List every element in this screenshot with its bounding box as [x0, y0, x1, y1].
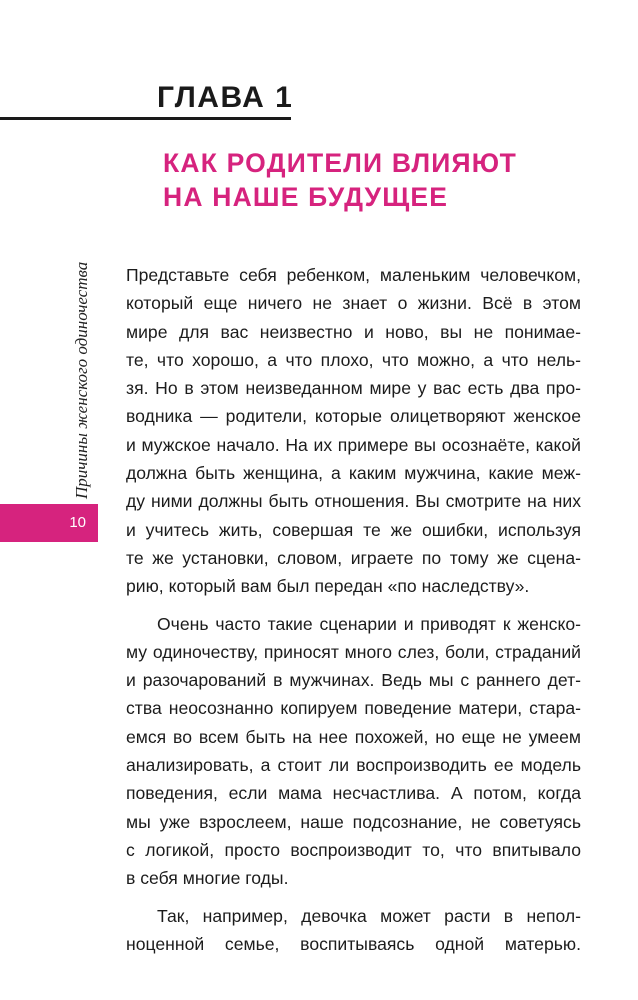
paragraph-3 — [126, 902, 581, 959]
text-line: с логикой, просто воспроизводит то, что впитывало — [126, 839, 581, 860]
text-line: Представьте себя ребенком, маленьким человечком, — [126, 265, 581, 285]
text-line: ду ними должны быть отношения. Вы смотрите на них — [126, 491, 581, 512]
chapter-title-line-2: НА НАШЕ БУДУЩЕЕ — [163, 182, 449, 212]
chapter-rule — [0, 117, 291, 120]
text-line: который еще ничего не знает о жизни. Всё в этом — [126, 293, 581, 314]
text-line: мире для вас неизвестно и ново, вы не понимае- — [126, 321, 581, 342]
chapter-title — [163, 146, 603, 214]
page-number-tab — [0, 504, 98, 542]
paragraph-gap — [126, 601, 581, 610]
text-line: зя. Но в этом неизведанном мире у вас есть два про- — [126, 378, 581, 399]
chapter-label: ГЛАВА 1 — [157, 81, 294, 114]
text-line: должна быть женщина, а каким мужчина, какие меж- — [126, 463, 581, 484]
text-line: и учитесь жить, совершая те же ошибки, используя — [126, 519, 581, 540]
text-line: рию, который вам был передан «по наследству». — [126, 576, 530, 597]
text-line: в себя многие годы. — [126, 868, 289, 889]
body-text — [126, 261, 581, 958]
text-line: емся во всем быть на нее похожей, но еще не умеем — [126, 726, 581, 747]
text-line: ства неосознанно копируем поведение матери, стара- — [126, 698, 581, 719]
text-line: поведения, если мама несчастлива. А потом, когда — [126, 783, 581, 804]
page-number: 10 — [69, 514, 86, 531]
paragraph-1 — [126, 261, 581, 601]
text-line: те же установки, словом, играете по тому же сцена- — [126, 547, 581, 568]
text-line: и разочарований в мужчинах. Ведь мы с раннего дет- — [126, 670, 581, 691]
chapter-title-line-1: КАК РОДИТЕЛИ ВЛИЯЮТ — [163, 148, 518, 178]
text-line: те, что хорошо, а что плохо, что можно, а что нель- — [126, 349, 581, 370]
text-line: водника — родители, которые олицетворяют женское — [126, 406, 581, 427]
text-line: мы уже взрослеем, наше подсознание, не советуясь — [126, 811, 581, 832]
text-line: Так, например, девочка может расти в непол- — [157, 905, 581, 926]
text-line: Очень часто такие сценарии и приводят к женско- — [157, 613, 581, 634]
text-line: и мужское начало. На их примере вы осознаёте, какой — [126, 434, 581, 455]
paragraph-2 — [126, 610, 581, 893]
paragraph-gap — [126, 893, 581, 902]
text-line: анализировать, а стоит ли воспроизводить ее модель — [126, 755, 581, 776]
text-line: ноценной семье, воспитываясь одной матерью. — [126, 933, 581, 954]
running-title: Причины женского одиночества — [72, 261, 91, 499]
text-line: му одиночеству, приносят много слез, боли, страданий — [126, 641, 581, 662]
